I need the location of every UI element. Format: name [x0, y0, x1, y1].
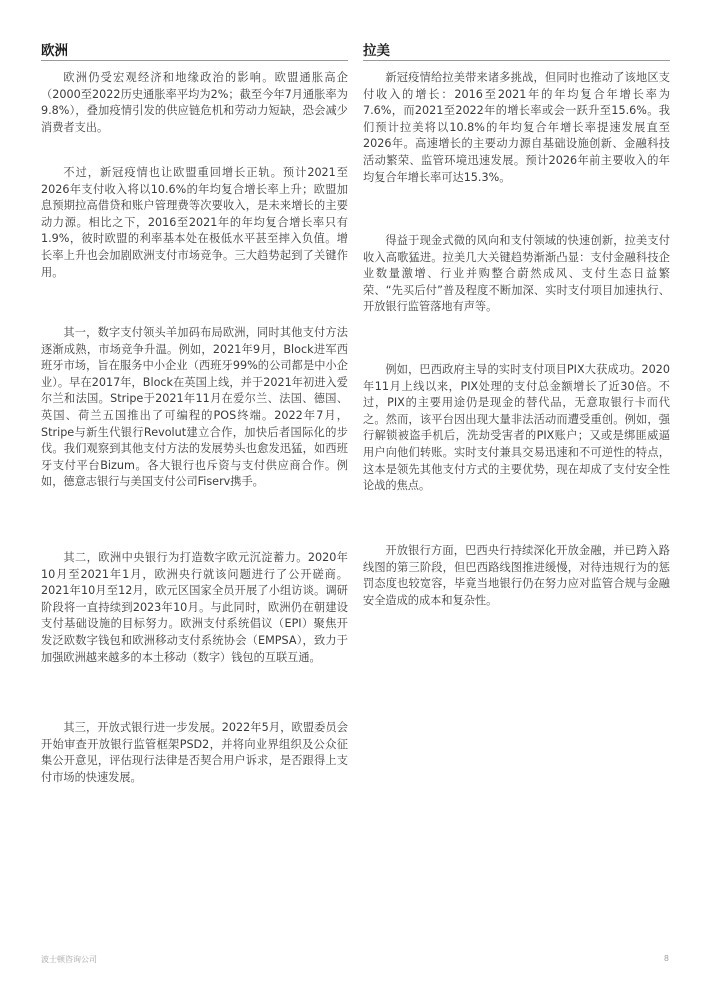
latam-heading-divider — [363, 60, 670, 61]
europe-paragraph-4: 其二，欧洲中央银行为打造数字欧元沉淀蓄力。2020年10月至2021年1月，欧洲央行就该问题进行了公开磋商。2021年10月至12月，欧元区国家全员开展了小组访谈。调研阶段将一直持续到2023年10月。与此同时，欧洲仍在朝建设支付基础设施的目标努力。欧洲支付系统倡议（EPI）聚焦开发泛欧数字钱包和欧洲移动支付系统协会（EMPSA），致力于加强欧洲越来越多的本土移动（数字）钱包的互联互通。 — [41, 551, 348, 664]
latam-paragraph-4: 开放银行方面，巴西央行持续深化开放金融，并已跨入路线图的第三阶段，但巴西路线图推进缓慢，对待违规行为的惩罚态度也较宽容，毕竟当地银行仍在努力应对监管合规与金融安全造成的成本和复杂性。 — [363, 544, 670, 607]
europe-paragraph-5: 其三，开放式银行进一步发展。2022年5月，欧盟委员会开始审查开放银行监管框架PSD2，并将向业界组织及公众征集公开意见，评估现行法律是否契合用户诉求，是否跟得上支付市场的快速发展。 — [41, 721, 348, 784]
europe-paragraph-1: 欧洲仍受宏观经济和地缘政治的影响。欧盟通胀高企（2000至2022历史通胀率平均为2%；截至今年7月通胀率为9.8%），叠加疫情引发的供应链危机和劳动力短缺，恐会减少消费者支出。 — [41, 71, 348, 134]
page-number: 8 — [663, 954, 669, 963]
latam-paragraph-3: 例如，巴西政府主导的实时支付项目PIX大获成功。2020年11月上线以来，PIX处理的支付总金额增长了近30倍。不过，PIX的主要用途仍是现金的替代品，无意取银行卡而代之。然而，该平台因出现大量非法活动而遭受重创。例如，强行解锁被盗手机后，洗劫受害者的PIX账户；又或是绑匪威逼用户向他们转账。实时支付兼具交易迅速和不可逆性的特点，这本是领先其他支付方式的主要优势，现在却成了支付安全性论战的焦点。 — [363, 363, 670, 493]
europe-paragraph-3: 其一，数字支付领头羊加码布局欧洲，同时其他支付方法逐渐成熟，市场竞争升温。例如，2021年9月，Block进军西班牙市场，旨在服务中小企业（西班牙99%的公司都是中小企业）。早在2017年，Block在英国上线，并于2021年初进入爱尔兰和法国。Stripe于2021年11月在爱尔兰、法国、德国、英国、荷兰五国推出了可编程的POS终端。2022年7月，Stripe与新生代银行Revolut建立合作，加快后者国际化的步伐。我们观察到其他支付方法的发展势头也愈发迅猛，如西班牙支付平台Bizum。各大银行也斥资与支付供应商合作。例如，德意志银行与美国支付公司Fiserv携手。 — [41, 326, 348, 489]
latam-paragraph-2: 得益于现金式微的风向和支付领域的快速创新，拉美支付收入高歌猛进。拉美几大关键趋势渐渐凸显：支付金融科技企业数量激增、行业并购整合蔚然成风、支付生态日益繁荣、“先买后付”普及程度不断加深、实时支付项目加速执行、开放银行监管落地有声等。 — [363, 234, 670, 314]
footer-company-name: 波士顿咨询公司 — [41, 955, 97, 964]
europe-heading: 欧洲 — [41, 43, 68, 59]
europe-paragraph-2: 不过，新冠疫情也让欧盟重回增长正轨。预计2021至2026年支付收入将以10.6%的年均复合增长率上升；欧盟加息预期拉高借贷和账户管理费等次要收入，是未来增长的主要动力源。相比之下，2016至2021年的年均复合增长率只有1.9%，彼时欧盟的利率基本处在极低水平甚至摔入负值。增长率上升也会加剧欧洲支付市场竞争。三大趋势起到了关键作用。 — [41, 166, 348, 279]
europe-heading-divider — [41, 60, 348, 61]
latam-paragraph-1: 新冠疫情给拉美带来诸多挑战，但同时也推动了该地区支付收入的增长：2016至2021年的年均复合年增长率为7.6%，而2021至2022年的增长率或会一跃升至15.6%。我们预计拉美将以10.8%的年均复合年增长率提速发展直至2026年。高速增长的主要动力源自基础设施创新、金融科技活动繁荣、监管环境迅速发展。预计2026年前主要收入的年均复合年增长率可达15.3%。 — [363, 71, 670, 184]
latam-heading: 拉美 — [363, 43, 390, 59]
